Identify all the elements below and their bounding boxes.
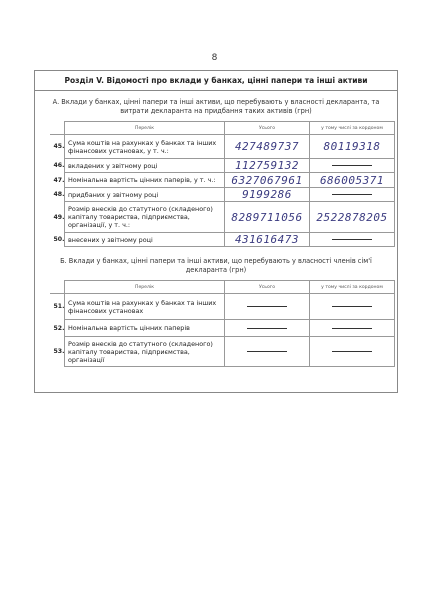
row-label: Розмір внесків до статутного (складеного) капіталу товариства, підприємства, організації, у т. ч.: xyxy=(65,202,225,233)
handwritten-total: 431616473 xyxy=(225,233,310,247)
column-header-abroad: у тому числі за кордоном xyxy=(310,122,395,135)
part-b-table xyxy=(50,280,395,367)
row-number: 49. xyxy=(53,213,65,221)
dash-mark xyxy=(247,351,287,352)
column-header-total: Усього xyxy=(225,281,310,294)
column-header-list: Перелік xyxy=(65,122,225,135)
handwritten-total: 9199286 xyxy=(225,188,310,202)
handwritten-total: 112759132 xyxy=(225,159,310,173)
row-number: 50. xyxy=(53,236,65,243)
dash-mark xyxy=(247,306,287,307)
table-header-row xyxy=(51,122,395,135)
dash-mark xyxy=(247,328,287,329)
row-number: 52. xyxy=(53,324,65,332)
dash-total xyxy=(225,337,310,367)
dash-mark xyxy=(332,165,372,166)
handwritten-abroad: 2522878205 xyxy=(310,202,395,233)
part-b-title: Б. Вклади у банках, цінні папери та інші активи, що перебувають у власності членів сім'ї декларанта (грн) xyxy=(60,257,372,274)
row-label: Розмір внесків до статутного (складеного) капіталу товариства, підприємства, організації xyxy=(65,337,225,367)
row-number: 45. xyxy=(53,143,65,151)
column-header-abroad: у тому числі за кордоном xyxy=(310,281,395,294)
dash-abroad xyxy=(310,337,395,367)
dash-abroad xyxy=(310,320,395,337)
table-header-row xyxy=(51,281,395,294)
row-number: 46. xyxy=(53,162,65,169)
table-row xyxy=(51,294,395,320)
dash-mark xyxy=(332,239,372,240)
row-label: придбаних у звітному році xyxy=(65,188,225,202)
column-header-list: Перелік xyxy=(65,281,225,294)
section-frame xyxy=(34,70,398,393)
dash-mark xyxy=(332,194,372,195)
handwritten-abroad: 80119318 xyxy=(310,135,395,159)
dash-mark xyxy=(332,351,372,352)
dash-mark xyxy=(332,328,372,329)
part-a-title: А. Вклади у банках, цінні папери та інші активи, що перебувають у власності декларанта, та витрати декларанта на придбання таких активів (грн) xyxy=(52,98,380,115)
table-row xyxy=(51,337,395,367)
table-row xyxy=(51,135,395,159)
table-row xyxy=(51,233,395,247)
table-row xyxy=(51,173,395,188)
row-number: 48. xyxy=(53,191,65,198)
handwritten-total: 6327067961 xyxy=(225,173,310,188)
row-label: Сума коштів на рахунках у банках та інших фінансових установах, у т. ч.: xyxy=(65,135,225,159)
table-row xyxy=(51,159,395,173)
row-label: Номінальна вартість цінних паперів, у т. ч.: xyxy=(65,173,225,188)
section-title: Розділ V. Відомості про вклади у банках, цінні папери та інші активи xyxy=(35,71,397,91)
dash-total xyxy=(225,294,310,320)
dash-abroad xyxy=(310,233,395,247)
table-row xyxy=(51,202,395,233)
page-number: 8 xyxy=(211,53,218,63)
table-row xyxy=(51,320,395,337)
row-number: 47. xyxy=(53,176,65,184)
dash-abroad xyxy=(310,188,395,202)
row-label: Номінальна вартість цінних паперів xyxy=(65,320,225,337)
dash-total xyxy=(225,320,310,337)
table-row xyxy=(51,188,395,202)
row-label: Сума коштів на рахунках у банках та інших фінансових установах xyxy=(65,294,225,320)
row-label: внесених у звітному році xyxy=(65,233,225,247)
part-a-table xyxy=(50,121,395,247)
handwritten-total: 427489737 xyxy=(225,135,310,159)
handwritten-abroad: 686005371 xyxy=(310,173,395,188)
row-label: вкладених у звітному році xyxy=(65,159,225,173)
handwritten-total: 8289711056 xyxy=(225,202,310,233)
dash-abroad xyxy=(310,159,395,173)
dash-mark xyxy=(332,306,372,307)
row-number: 51. xyxy=(53,303,65,311)
column-header-total: Усього xyxy=(225,122,310,135)
row-number: 53. xyxy=(53,348,65,355)
dash-abroad xyxy=(310,294,395,320)
